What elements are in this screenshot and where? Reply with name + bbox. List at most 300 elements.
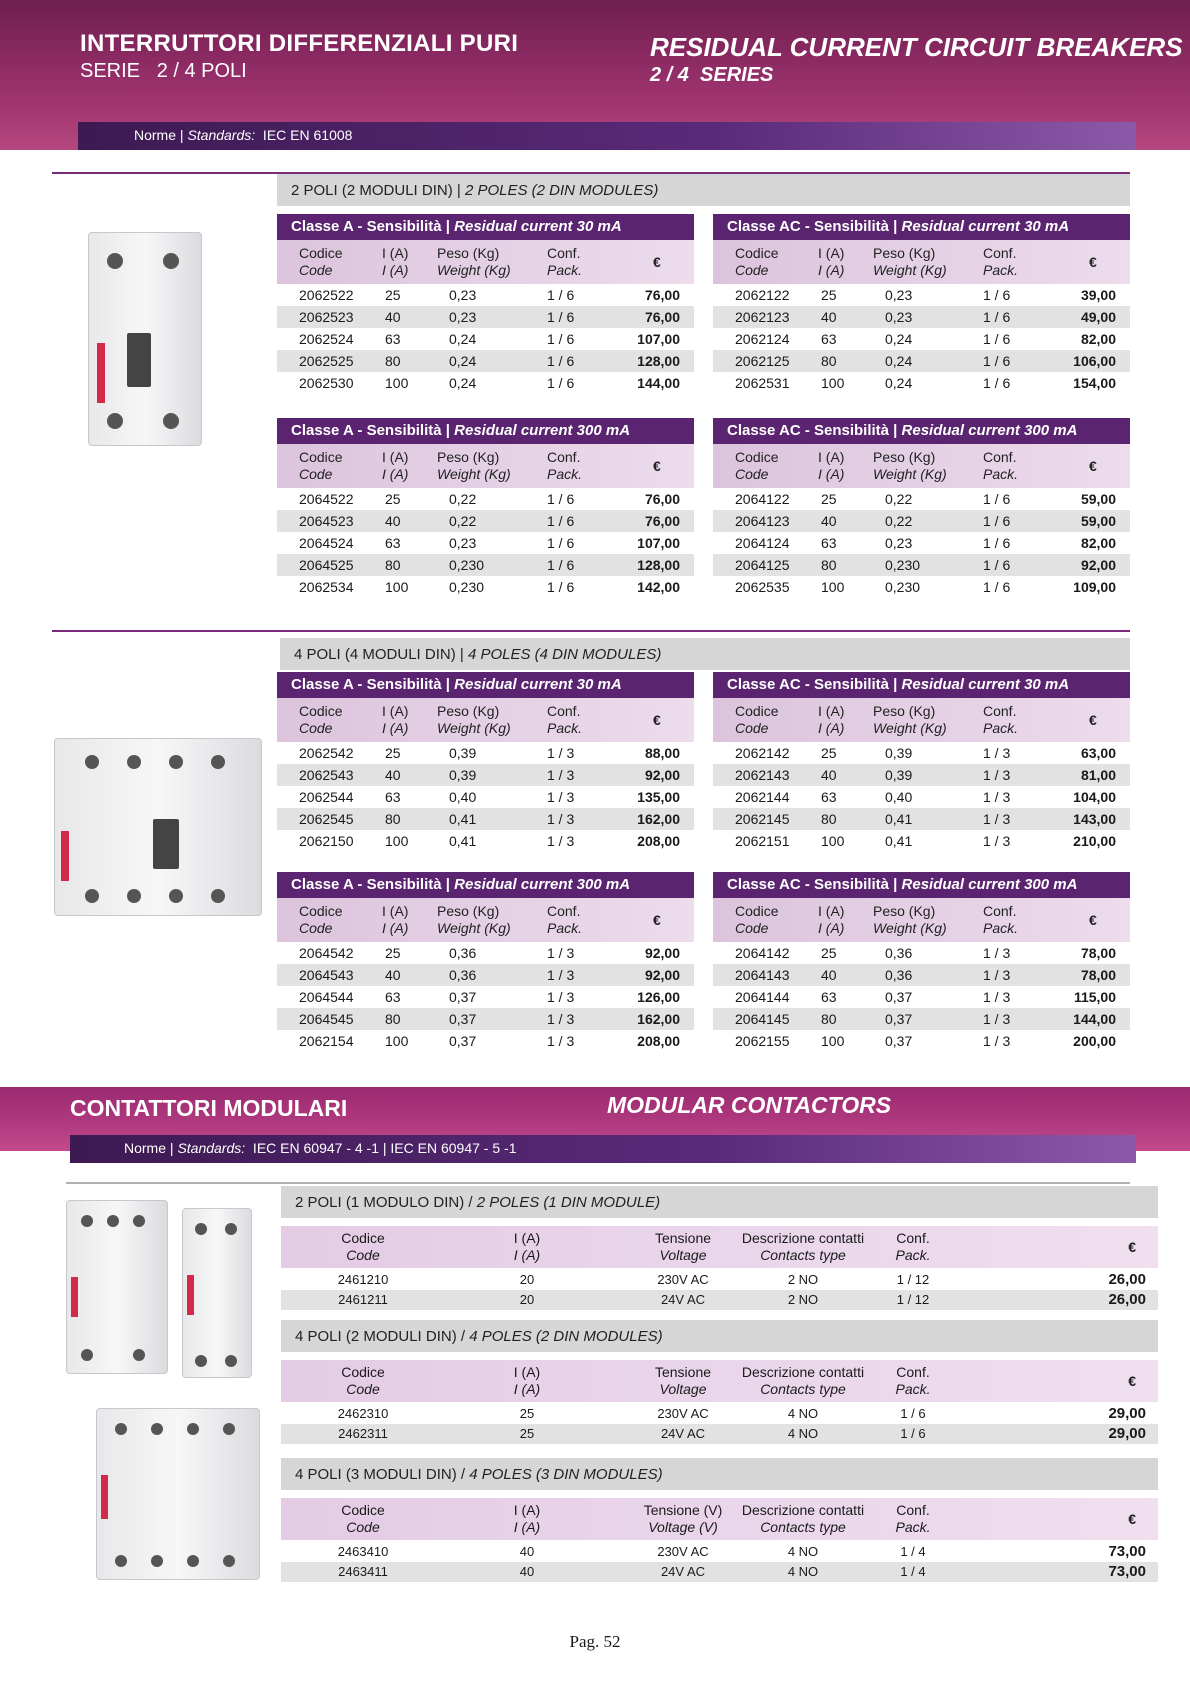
cell-code: 2062531 — [735, 375, 790, 391]
cell-current: 63 — [821, 535, 837, 551]
cell-pack: 1 / 6 — [547, 579, 575, 595]
col-weight — [873, 449, 947, 483]
cell-weight: 0,23 — [885, 309, 913, 325]
cell-pack: 1 / 3 — [983, 989, 1011, 1005]
col-label-en: Code — [346, 1381, 380, 1397]
cell-pack: 1 / 3 — [547, 767, 575, 783]
cell-pack: 1 / 3 — [547, 811, 575, 827]
rccb-column-headers — [277, 698, 694, 742]
col-code — [299, 449, 343, 483]
section-title-en: 2 POLES (2 DIN MODULES) — [464, 182, 659, 199]
cell-price: 128,00 — [637, 557, 680, 573]
cell: 2463411 — [338, 1564, 388, 1579]
table-title-it: Classe A - Sensibilità | — [291, 218, 455, 235]
col-c1 — [288, 1364, 438, 1398]
table-title-it: Classe AC - Sensibilità | — [727, 676, 902, 693]
cell-code: 2062155 — [735, 1033, 790, 1049]
cell-weight: 0,230 — [885, 557, 921, 573]
col-in-en-label: I (A) — [382, 920, 409, 936]
col-peso-label: Peso (Kg) — [437, 703, 500, 719]
cell-code: 2062542 — [299, 745, 354, 761]
col-code-label: Code — [735, 466, 769, 482]
col-codice-label: Codice — [735, 903, 779, 919]
rccb-table-header — [713, 872, 1130, 898]
cell-current: 40 — [821, 513, 837, 529]
cell: 1 / 12 — [896, 1292, 930, 1307]
table-row — [277, 1008, 694, 1030]
col-pack-label: Pack. — [547, 920, 583, 936]
col-code — [735, 245, 779, 279]
cell-price: 26,00 — [1108, 1291, 1146, 1308]
cell-pack: 1 / 3 — [547, 833, 575, 849]
rccb-table — [277, 672, 694, 852]
norm-label: Norme | — [134, 127, 188, 143]
cell-price: 29,00 — [1108, 1425, 1146, 1442]
cell: 2 NO — [787, 1272, 819, 1287]
cell-current: 25 — [385, 945, 401, 961]
col-in-en-label: I (A) — [818, 720, 845, 736]
col-conf-label: Conf. — [983, 449, 1017, 465]
col-pack-label: Pack. — [547, 466, 583, 482]
cell: 2461211 — [338, 1292, 388, 1307]
col-weight — [873, 903, 947, 937]
table-row — [277, 372, 694, 394]
col-weight — [437, 245, 511, 279]
contactors-title-en: MODULAR CONTACTORS — [607, 1092, 892, 1118]
col-c1 — [288, 1502, 438, 1536]
col-in-label: I (A) — [382, 449, 409, 465]
cell-code: 2062524 — [299, 331, 354, 347]
col-peso-label: Peso (Kg) — [437, 245, 500, 261]
cell-price: 76,00 — [644, 309, 680, 325]
col-label-en: I (A) — [513, 1247, 541, 1263]
cell-pack: 1 / 3 — [983, 1033, 1011, 1049]
col-weight — [873, 703, 947, 737]
col-price: € — [1128, 1373, 1136, 1389]
cell-price: 104,00 — [1073, 789, 1116, 805]
col-code-label: Code — [299, 466, 333, 482]
col-label-en: Contacts type — [760, 1519, 846, 1535]
cell-pack: 1 / 3 — [983, 945, 1011, 961]
table-row — [713, 554, 1130, 576]
col-in-label: I (A) — [818, 903, 845, 919]
cell-current: 63 — [385, 535, 401, 551]
cell-code: 2062523 — [299, 309, 354, 325]
col-weight-label: Weight (Kg) — [873, 920, 947, 936]
col-weight — [437, 449, 511, 483]
cell-weight: 0,39 — [885, 745, 913, 761]
table-row — [277, 306, 694, 328]
col-pack — [983, 245, 1018, 279]
cell-current: 63 — [821, 789, 837, 805]
cell: 40 — [519, 1544, 535, 1559]
cell-price: 210,00 — [1073, 833, 1116, 849]
cell: 20 — [519, 1292, 535, 1307]
col-weight — [437, 703, 511, 737]
table-row — [281, 1404, 1158, 1424]
col-price: € — [653, 254, 661, 270]
rccb-table-header — [277, 872, 694, 898]
cell-price: 162,00 — [637, 811, 680, 827]
cell-weight: 0,36 — [885, 945, 913, 961]
cell-pack: 1 / 6 — [547, 287, 575, 303]
cell-code: 2062145 — [735, 811, 790, 827]
col-label: Descrizione contatti — [741, 1364, 865, 1380]
contactor-column-headers — [281, 1226, 1158, 1268]
cell-code: 2062522 — [299, 287, 354, 303]
section-title-4p — [280, 638, 1130, 670]
cell-code: 2062544 — [299, 789, 354, 805]
contactor-column-headers — [281, 1360, 1158, 1402]
cell-pack: 1 / 6 — [983, 535, 1011, 551]
contactor-3-image — [96, 1408, 260, 1580]
cell-weight: 0,41 — [449, 833, 477, 849]
cell-code: 2062543 — [299, 767, 354, 783]
cell-pack: 1 / 6 — [547, 331, 575, 347]
table-title-it: Classe A - Sensibilità | — [291, 876, 455, 893]
norm-value: IEC EN 60947 - 4 -1 | IEC EN 60947 - 5 -1 — [245, 1140, 517, 1156]
cell-price: 78,00 — [1080, 967, 1116, 983]
cell-code: 2064125 — [735, 557, 790, 573]
col-peso-label: Peso (Kg) — [437, 903, 500, 919]
col-weight-label: Weight (Kg) — [437, 920, 511, 936]
table-title-en: Residual current 300 mA — [454, 422, 631, 439]
rccb-table — [277, 214, 694, 394]
cell-current: 100 — [385, 375, 409, 391]
cell-price: 78,00 — [1080, 945, 1116, 961]
table-title-en: Residual current 300 mA — [454, 876, 631, 893]
col-pack-label: Pack. — [547, 720, 583, 736]
col-in-label: I (A) — [382, 903, 409, 919]
cell-code: 2064523 — [299, 513, 354, 529]
cell-code: 2064524 — [299, 535, 354, 551]
cell-current: 40 — [821, 967, 837, 983]
rccb-column-headers — [277, 240, 694, 284]
cell-pack: 1 / 6 — [983, 331, 1011, 347]
rccb-table-header — [713, 418, 1130, 444]
cell-code: 2062142 — [735, 745, 790, 761]
table-row — [713, 306, 1130, 328]
table-row — [713, 830, 1130, 852]
contactors-rule — [66, 1182, 1130, 1184]
cell-current: 63 — [821, 989, 837, 1005]
cell-weight: 0,230 — [449, 579, 485, 595]
section-title-en: 4 POLES (2 DIN MODULES) — [469, 1328, 663, 1345]
cell-price: 49,00 — [1080, 309, 1116, 325]
cell-code: 2064142 — [735, 945, 790, 961]
col-in-en-label: I (A) — [818, 262, 845, 278]
section-title-en: 4 POLES (3 DIN MODULES) — [469, 1466, 663, 1483]
col-pack-label: Pack. — [983, 920, 1019, 936]
rccb-column-headers — [713, 898, 1130, 942]
table-row — [277, 350, 694, 372]
table-title-en: Residual current 30 mA — [901, 218, 1070, 235]
cell-current: 25 — [821, 287, 837, 303]
table-row — [713, 532, 1130, 554]
col-c1 — [288, 1230, 438, 1264]
col-code — [299, 703, 343, 737]
table-title-en: Residual current 30 mA — [901, 676, 1070, 693]
cell: 1 / 12 — [896, 1272, 930, 1287]
cell-price: 135,00 — [637, 789, 680, 805]
title-it: INTERRUTTORI DIFFERENZIALI PURI — [80, 30, 519, 57]
table-row — [277, 964, 694, 986]
cell-weight: 0,23 — [449, 535, 477, 551]
cell-price: 128,00 — [637, 353, 680, 369]
col-label: Tensione — [654, 1364, 712, 1380]
cell-weight: 0,24 — [449, 331, 477, 347]
table-row — [277, 986, 694, 1008]
cell: 230V AC — [657, 1544, 709, 1559]
col-label-en: Code — [346, 1247, 380, 1263]
col-label: Tensione (V) — [643, 1502, 723, 1518]
cell-pack: 1 / 3 — [547, 1011, 575, 1027]
standards-bar — [78, 122, 1136, 150]
table-row — [713, 808, 1130, 830]
cell-code: 2064145 — [735, 1011, 790, 1027]
col-code — [299, 245, 343, 279]
contactors-standards-bar — [70, 1135, 1136, 1163]
cell-price: 81,00 — [1080, 767, 1116, 783]
cell-current: 100 — [385, 1033, 409, 1049]
col-weight-label: Weight (Kg) — [437, 720, 511, 736]
table-title-it: Classe A - Sensibilità | — [291, 422, 455, 439]
col-price: € — [653, 912, 661, 928]
col-peso-label: Peso (Kg) — [873, 703, 936, 719]
cell-price: 162,00 — [637, 1011, 680, 1027]
section-title-en: 4 POLES (4 DIN MODULES) — [467, 646, 662, 663]
cell-weight: 0,22 — [449, 513, 477, 529]
cell-price: 82,00 — [1080, 331, 1116, 347]
cell-price: 107,00 — [637, 535, 680, 551]
cell-price: 144,00 — [1073, 1011, 1116, 1027]
col-label: Conf. — [896, 1230, 930, 1246]
rccb-table — [277, 418, 694, 598]
contactor-section-title — [281, 1320, 1158, 1352]
cell-weight: 0,39 — [449, 745, 477, 761]
rccb-table-header — [713, 214, 1130, 240]
table-row — [277, 742, 694, 764]
col-weight — [437, 903, 511, 937]
cell-current: 100 — [385, 579, 409, 595]
table-title-it: Classe AC - Sensibilità | — [727, 218, 902, 235]
rccb-table-header — [713, 672, 1130, 698]
cell-code: 2064124 — [735, 535, 790, 551]
col-price: € — [1089, 712, 1097, 728]
cell-weight: 0,36 — [885, 967, 913, 983]
section-title-it: 4 POLI (3 MODULI DIN) / — [295, 1466, 470, 1483]
col-price: € — [1128, 1511, 1136, 1527]
col-price: € — [653, 712, 661, 728]
contactor-column-headers — [281, 1498, 1158, 1540]
cell-code: 2062534 — [299, 579, 354, 595]
contactor-section-title — [281, 1186, 1158, 1218]
cell-weight: 0,24 — [449, 375, 477, 391]
cell-pack: 1 / 6 — [547, 491, 575, 507]
rccb-column-headers — [713, 698, 1130, 742]
section-rule-4p — [52, 630, 1130, 632]
col-codice-label: Codice — [299, 703, 343, 719]
cell-weight: 0,23 — [449, 287, 477, 303]
cell-code: 2062151 — [735, 833, 790, 849]
col-c3 — [623, 1364, 743, 1398]
col-in-label: I (A) — [382, 245, 409, 261]
section-title-it: 4 POLI (2 MODULI DIN) / — [295, 1328, 470, 1345]
col-code-label: Code — [299, 720, 333, 736]
col-pack-label: Pack. — [547, 262, 583, 278]
col-code — [299, 903, 343, 937]
cell-pack: 1 / 3 — [983, 745, 1011, 761]
cell-price: 59,00 — [1080, 513, 1116, 529]
col-pack — [983, 703, 1018, 737]
table-row — [281, 1562, 1158, 1582]
cell-current: 63 — [385, 331, 401, 347]
cell-pack: 1 / 6 — [983, 491, 1011, 507]
cell-weight: 0,24 — [885, 375, 913, 391]
cell-current: 25 — [821, 491, 837, 507]
col-c4 — [728, 1230, 878, 1264]
cell-pack: 1 / 3 — [547, 745, 575, 761]
table-row — [713, 964, 1130, 986]
col-label: Conf. — [896, 1364, 930, 1380]
col-c3 — [623, 1230, 743, 1264]
cell-price: 73,00 — [1108, 1563, 1146, 1580]
rccb-column-headers — [713, 444, 1130, 488]
norm-label-en: Standards: — [187, 127, 256, 143]
cell: 24V AC — [660, 1564, 706, 1579]
section-title-en: 2 POLES (1 DIN MODULE) — [476, 1194, 661, 1211]
cell-current: 63 — [385, 989, 401, 1005]
cell-code: 2064543 — [299, 967, 354, 983]
series-en: 2 / 4 SERIES — [650, 64, 774, 86]
cell: 2462310 — [337, 1406, 389, 1421]
cell-current: 100 — [821, 833, 845, 849]
cell: 2462311 — [338, 1426, 388, 1441]
cell-price: 59,00 — [1080, 491, 1116, 507]
col-peso-label: Peso (Kg) — [873, 903, 936, 919]
cell: 2463410 — [337, 1544, 389, 1559]
col-conf-label: Conf. — [547, 903, 581, 919]
cell-current: 40 — [385, 967, 401, 983]
cell-pack: 1 / 6 — [547, 557, 575, 573]
title-en: RESIDUAL CURRENT CIRCUIT BREAKERS — [650, 32, 1183, 62]
cell-current: 100 — [385, 833, 409, 849]
col-label: I (A) — [513, 1230, 541, 1246]
col-pack — [547, 903, 582, 937]
col-pack — [983, 449, 1018, 483]
cell: 1 / 6 — [900, 1406, 926, 1421]
col-label-en: Voltage (V) — [648, 1519, 718, 1535]
cell-pack: 1 / 3 — [547, 989, 575, 1005]
rccb-table — [713, 872, 1130, 1052]
cell: 40 — [519, 1564, 535, 1579]
table-row — [713, 372, 1130, 394]
cell: 4 NO — [787, 1406, 819, 1421]
cell-weight: 0,22 — [885, 491, 913, 507]
cell-pack: 1 / 6 — [547, 353, 575, 369]
cell-price: 154,00 — [1073, 375, 1116, 391]
cell-current: 80 — [385, 811, 401, 827]
col-current — [382, 245, 408, 279]
cell-current: 25 — [821, 745, 837, 761]
table-row — [277, 830, 694, 852]
cell-weight: 0,22 — [885, 513, 913, 529]
cell-pack: 1 / 6 — [547, 309, 575, 325]
col-peso-label: Peso (Kg) — [873, 245, 936, 261]
col-pack — [547, 245, 582, 279]
cell-code: 2062144 — [735, 789, 790, 805]
col-price: € — [1089, 254, 1097, 270]
col-label-en: Pack. — [895, 1247, 931, 1263]
cell-current: 80 — [821, 811, 837, 827]
cell-pack: 1 / 3 — [547, 789, 575, 805]
rccb-column-headers — [277, 898, 694, 942]
table-row — [277, 576, 694, 598]
col-label: Descrizione contatti — [741, 1230, 865, 1246]
rccb-table-header — [277, 418, 694, 444]
col-code-label: Code — [299, 920, 333, 936]
col-price: € — [1128, 1239, 1136, 1255]
contactor-1-image — [66, 1200, 168, 1374]
cell-pack: 1 / 3 — [983, 789, 1011, 805]
cell-current: 80 — [385, 1011, 401, 1027]
cell-pack: 1 / 3 — [983, 811, 1011, 827]
cell-code: 2064522 — [299, 491, 354, 507]
col-conf-label: Conf. — [983, 245, 1017, 261]
cell-code: 2064143 — [735, 967, 790, 983]
cell-price: 92,00 — [644, 767, 680, 783]
cell-weight: 0,40 — [449, 789, 477, 805]
series-it: SERIE 2 / 4 POLI — [80, 60, 247, 82]
cell-code: 2064122 — [735, 491, 790, 507]
cell-code: 2064123 — [735, 513, 790, 529]
col-label-en: I (A) — [513, 1381, 541, 1397]
cell-weight: 0,23 — [885, 535, 913, 551]
cell-current: 25 — [385, 745, 401, 761]
cell-pack: 1 / 3 — [547, 1033, 575, 1049]
cell-weight: 0,37 — [885, 1033, 913, 1049]
cell-code: 2064525 — [299, 557, 354, 573]
cell-current: 80 — [821, 353, 837, 369]
col-label-en: I (A) — [513, 1519, 541, 1535]
cell: 4 NO — [787, 1544, 819, 1559]
cell-price: 106,00 — [1073, 353, 1116, 369]
col-weight — [873, 245, 947, 279]
col-c2 — [487, 1230, 567, 1264]
col-codice-label: Codice — [299, 449, 343, 465]
rccb-4p-image — [54, 738, 262, 916]
col-weight-label: Weight (Kg) — [873, 720, 947, 736]
cell-pack: 1 / 6 — [983, 375, 1011, 391]
cell: 230V AC — [657, 1406, 709, 1421]
col-label: Codice — [341, 1502, 385, 1518]
table-title-en: Residual current 30 mA — [454, 676, 622, 693]
cell-weight: 0,37 — [885, 989, 913, 1005]
cell: 4 NO — [787, 1426, 819, 1441]
cell-price: 76,00 — [644, 513, 680, 529]
cell: 25 — [519, 1406, 535, 1421]
cell-current: 80 — [821, 557, 837, 573]
col-code — [735, 903, 779, 937]
contactor-section-title — [281, 1458, 1158, 1490]
cell-pack: 1 / 6 — [983, 579, 1011, 595]
col-label: Descrizione contatti — [741, 1502, 865, 1518]
cell: 2 NO — [787, 1292, 819, 1307]
col-label-en: Pack. — [895, 1519, 931, 1535]
cell-code: 2062150 — [299, 833, 354, 849]
cell-price: 208,00 — [637, 833, 680, 849]
cell-weight: 0,230 — [449, 557, 485, 573]
